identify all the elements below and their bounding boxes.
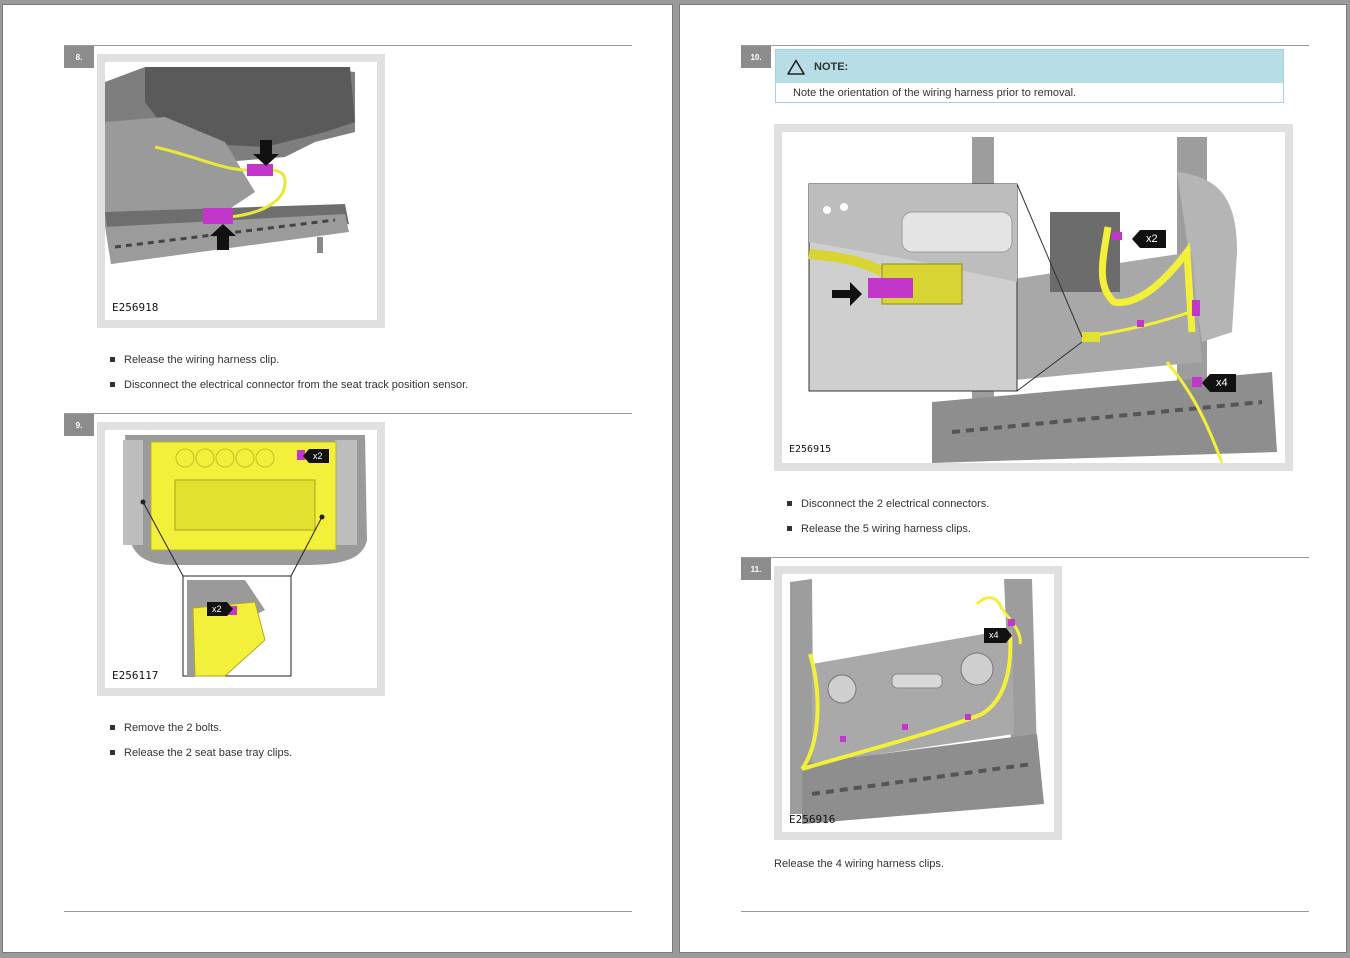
note-text: Note the orientation of the wiring harness prior to removal.: [793, 87, 1077, 99]
callout-label: x2: [1146, 233, 1158, 245]
step-8-badge: 8.: [64, 46, 94, 68]
figure-code: E256915: [789, 444, 832, 455]
step-9-instructions: [109, 721, 649, 771]
seat-back-harness-illustration: [782, 132, 1285, 463]
instruction-item: Release the 5 wiring harness clips.: [786, 522, 1326, 547]
instruction-item: Release the wiring harness clip.: [109, 353, 649, 378]
step-10-badge: 10.: [741, 46, 771, 68]
instruction-item: Remove the 2 bolts.: [109, 721, 649, 746]
left-page: [2, 4, 673, 953]
note-title: NOTE:: [814, 60, 849, 73]
step-11-rule: [741, 557, 1309, 558]
callout-label: x2: [313, 451, 323, 461]
step-11-instruction: Release the 4 wiring harness clips.: [774, 858, 944, 870]
instruction-item: Disconnect the electrical connector from the seat track position sensor.: [109, 378, 649, 403]
footer-rule: [741, 911, 1309, 912]
step-11-badge: 11.: [741, 558, 771, 580]
step-11-figure: [774, 566, 1062, 840]
step-10-figure: [774, 124, 1293, 471]
step-9-figure: [97, 422, 385, 696]
step-10-instructions: [786, 497, 1326, 547]
instruction-item: Disconnect the 2 electrical connectors.: [786, 497, 1326, 522]
callout-label: x4: [1216, 377, 1228, 389]
note-header: [776, 50, 1283, 83]
step-8-figure: [97, 54, 385, 328]
seat-frame-harness-illustration: [782, 574, 1054, 832]
instruction-item: Release the 2 seat base tray clips.: [109, 746, 649, 771]
figure-code: E256918: [112, 301, 159, 314]
figure-code: E256117: [112, 669, 159, 682]
callout-label: x4: [989, 630, 999, 640]
step-8-instructions: [109, 353, 649, 403]
right-page: [679, 4, 1347, 953]
seat-track-illustration: [105, 62, 377, 320]
step-9-rule: [64, 413, 632, 414]
step-8-rule: [64, 45, 632, 46]
warning-triangle-icon: [787, 59, 805, 75]
note-box: [775, 49, 1284, 103]
figure-code: E256916: [789, 813, 836, 826]
callout-label: x2: [212, 604, 222, 614]
seat-base-illustration: [105, 430, 377, 688]
footer-rule: [64, 911, 632, 912]
step-9-badge: 9.: [64, 414, 94, 436]
step-10-rule: [741, 45, 1309, 46]
